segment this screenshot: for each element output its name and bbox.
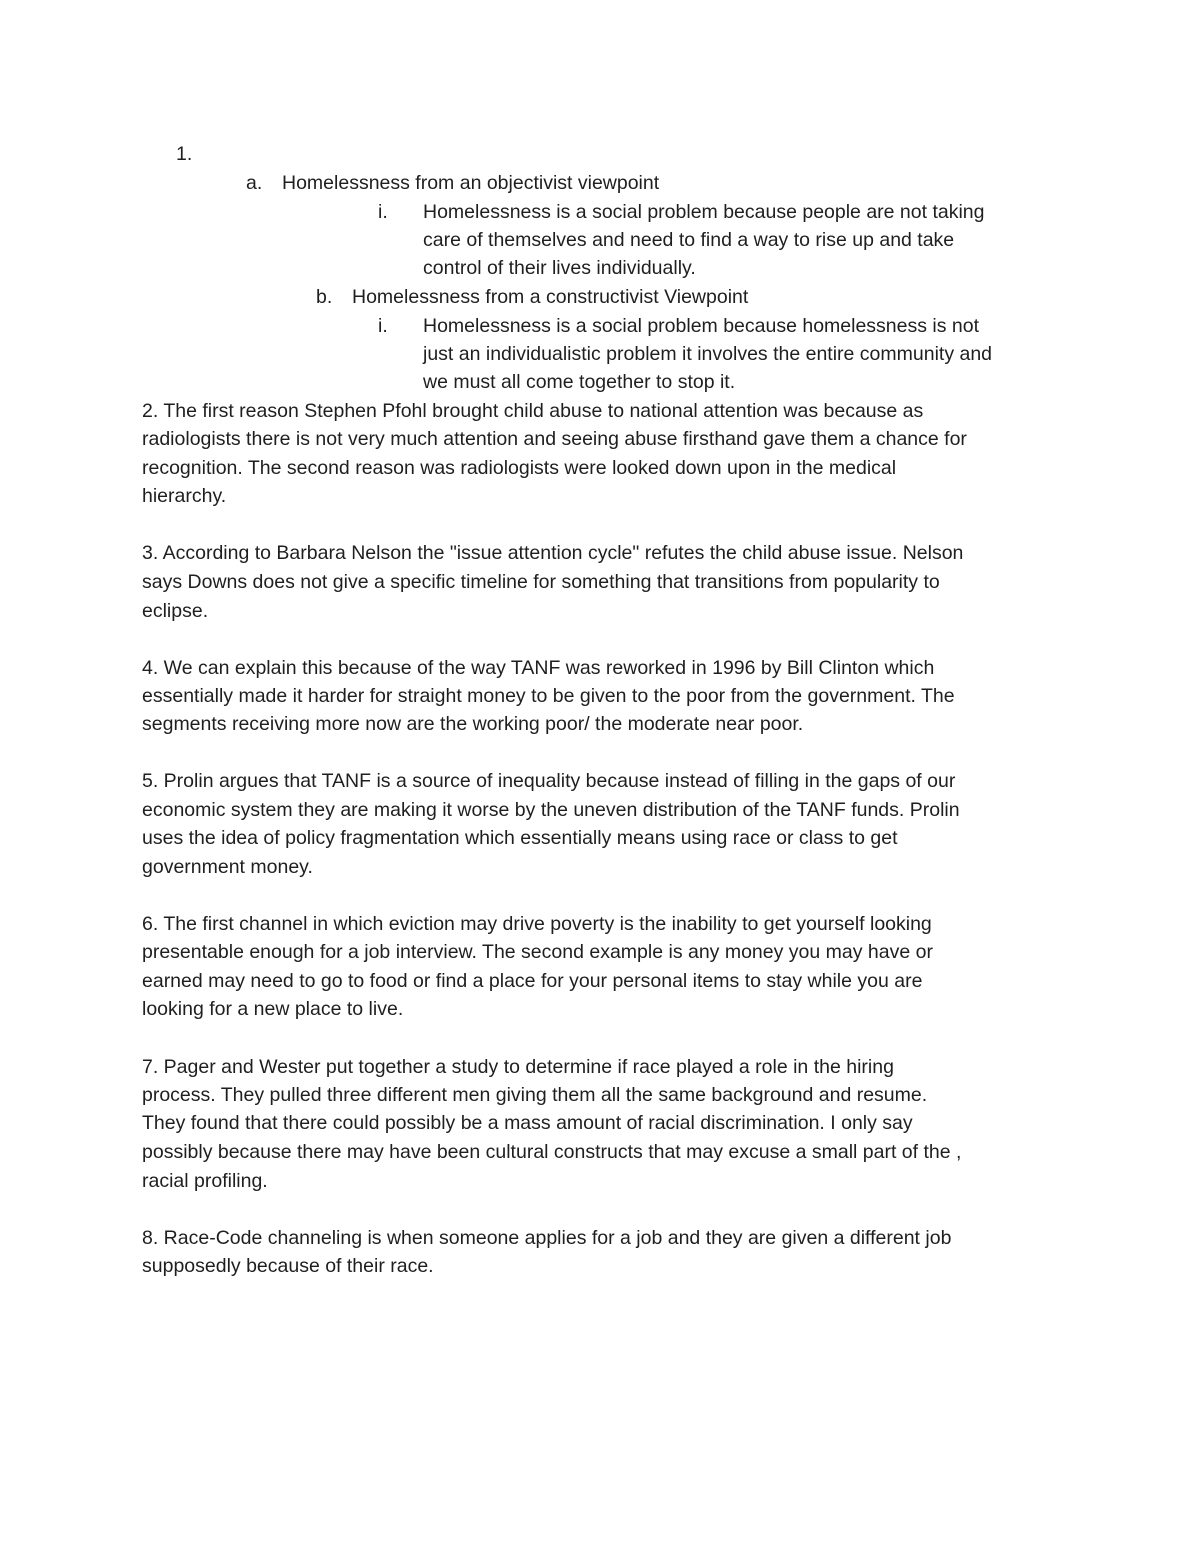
item-a-i-line: Homelessness is a social problem because people are not taking [423,201,985,223]
answer-2-line: recognition. The second reason was radiologists were looked down upon in the medical [142,457,897,479]
item-b-i-line: we must all come together to stop it. [423,371,736,393]
answer-6-line: presentable enough for a job interview. The second example is any money you may have or [142,941,933,963]
item-b-marker: b. [316,286,333,308]
answer-7-line: racial profiling. [142,1170,268,1192]
answer-6-line: looking for a new place to live. [142,998,404,1020]
item-1-marker: 1. [176,143,193,165]
item-a-marker: a. [246,172,263,194]
answer-7-line: possibly because there may have been cultural constructs that may excuse a small part of the , [142,1141,962,1163]
answer-7-line: process. They pulled three different men giving them all the same background and resume. [142,1084,928,1106]
answer-2-line: 2. The first reason Stephen Pfohl brought child abuse to national attention was because as [142,400,924,422]
item-a-heading: Homelessness from an objectivist viewpoint [282,172,660,194]
item-b-i-line: Homelessness is a social problem because homelessness is not [423,315,980,337]
answer-8-line: 8. Race-Code channeling is when someone applies for a job and they are given a different job [142,1227,952,1249]
answer-3-line: says Downs does not give a specific timeline for something that transitions from popularity to [142,571,940,593]
item-a-i-line: control of their lives individually. [423,257,696,279]
item-a-i-line: care of themselves and need to find a way to rise up and take [423,229,955,251]
item-b-heading: Homelessness from a constructivist Viewpoint [352,286,749,308]
answer-4-line: essentially made it harder for straight money to be given to the poor from the government. The [142,685,955,707]
answer-7-line: They found that there could possibly be a mass amount of racial discrimination. I only say [142,1112,913,1134]
answer-8-line: supposedly because of their race. [142,1255,434,1277]
item-b-i-marker: i. [378,315,388,337]
item-b-i-line: just an individualistic problem it involves the entire community and [423,343,993,365]
answer-5-line: economic system they are making it worse by the uneven distribution of the TANF funds. Prolin [142,799,960,821]
answer-4-line: segments receiving more now are the working poor/ the moderate near poor. [142,713,804,735]
answer-2-line: hierarchy. [142,485,227,507]
answer-2-line: radiologists there is not very much attention and seeing abuse firsthand gave them a chance for [142,428,967,450]
answer-3-line: eclipse. [142,600,209,622]
answer-6-line: earned may need to go to food or find a place for your personal items to stay while you are [142,970,923,992]
item-a-i-marker: i. [378,201,388,223]
answer-5-line: government money. [142,856,313,878]
answer-7-line: 7. Pager and Wester put together a study to determine if race played a role in the hiring [142,1056,894,1078]
answer-5-line: uses the idea of policy fragmentation which essentially means using race or class to get [142,827,898,849]
answer-4-line: 4. We can explain this because of the way TANF was reworked in 1996 by Bill Clinton which [142,657,935,679]
answer-3-line: 3. According to Barbara Nelson the "issue attention cycle" refutes the child abuse issue. Nelson [142,542,964,564]
answer-6-line: 6. The first channel in which eviction may drive poverty is the inability to get yourself looking [142,913,932,935]
answer-5-line: 5. Prolin argues that TANF is a source of inequality because instead of filling in the gaps of our [142,770,956,792]
